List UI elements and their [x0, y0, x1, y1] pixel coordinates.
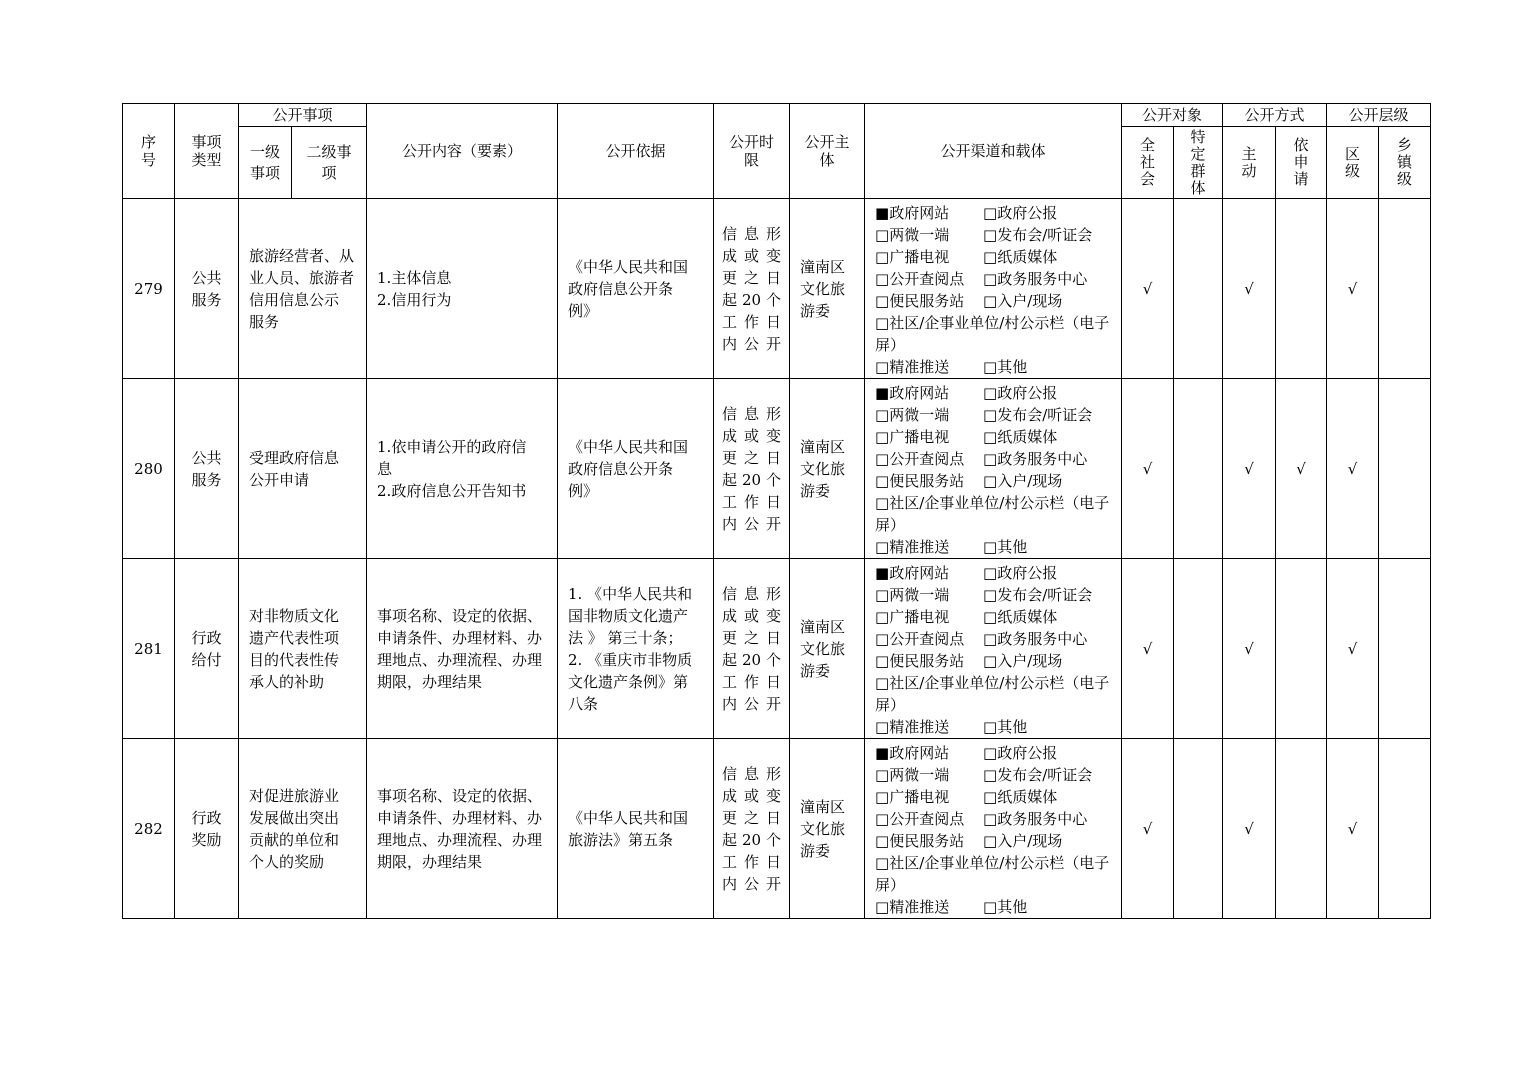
row-subject	[790, 199, 865, 379]
header-level-town: 乡 镇 级	[1379, 127, 1431, 199]
channel-row-5: □便民服务站 □入户/现场	[875, 292, 1063, 310]
table-row	[123, 559, 1431, 739]
time-line: 更之日	[722, 628, 782, 647]
row-level-district-tick: √	[1327, 379, 1379, 559]
item-line: 公开申请	[249, 470, 310, 489]
row-basis	[558, 739, 714, 919]
header-method-active: 主 动	[1223, 127, 1276, 199]
time-line: 更之日	[722, 268, 782, 287]
basis-line: 政府信息公开条	[568, 279, 674, 298]
content-line: 事项名称、设定的依据、	[377, 606, 543, 625]
subject-line: 潼南区	[800, 617, 846, 636]
header-channels: 公开渠道和载体	[865, 104, 1122, 199]
table-row	[123, 739, 1431, 919]
header-group-object: 公开对象	[1122, 104, 1223, 127]
channel-row-6: □社区/企事业单位/村公示栏（电子屏）	[875, 854, 1110, 894]
time-line: 成或变	[722, 606, 782, 625]
time-line: 成或变	[722, 246, 782, 265]
subject-line: 文化旅	[800, 279, 846, 298]
channel-row-5: □便民服务站 □入户/现场	[875, 472, 1063, 490]
time-line: 信息形	[722, 404, 782, 423]
time-line: 更之日	[722, 448, 782, 467]
channel-row-7: □精准推送 □其他	[875, 898, 1028, 916]
channel-row-3: □广播电视 □纸质媒体	[875, 248, 1058, 266]
disclosure-table	[122, 103, 1431, 919]
row-obj-all-tick: √	[1122, 199, 1174, 379]
channel-row-7: □精准推送 □其他	[875, 538, 1028, 556]
basis-line: 1. 《中华人民共和	[568, 584, 693, 603]
row-content	[367, 559, 558, 739]
channel-row-6: □社区/企事业单位/村公示栏（电子屏）	[875, 314, 1110, 354]
row-level-district-tick: √	[1327, 559, 1379, 739]
header-type: 事项 类型	[175, 104, 239, 199]
subject-line: 文化旅	[800, 639, 846, 658]
channel-row-4: □公开查阅点 □政务服务中心	[875, 810, 1088, 828]
channel-row-2: □两微一端 □发布会/听证会	[875, 586, 1093, 604]
channel-row-1: ■政府网站 □政府公报	[875, 564, 1058, 582]
item-line: 遗产代表性项	[249, 628, 340, 647]
disclosure-table-sheet	[122, 103, 1431, 919]
row-type	[175, 199, 239, 379]
subject-line: 潼南区	[800, 797, 846, 816]
time-line: 内公开	[722, 514, 782, 533]
subject-line: 潼南区	[800, 257, 846, 276]
item-line: 目的代表性传	[249, 650, 340, 669]
row-channels	[865, 199, 1122, 379]
subject-line: 文化旅	[800, 819, 846, 838]
subject-line: 潼南区	[800, 437, 846, 456]
row-method-active-tick: √	[1223, 199, 1276, 379]
type-line: 给付	[191, 650, 222, 669]
time-line: 更之日	[722, 808, 782, 827]
channel-row-4: □公开查阅点 □政务服务中心	[875, 630, 1088, 648]
row-level-town-tick	[1379, 379, 1431, 559]
row-subject	[790, 379, 865, 559]
basis-line: 例》	[568, 301, 599, 320]
type-line: 公共	[191, 268, 222, 287]
header-subject: 公开主 体	[790, 104, 865, 199]
time-line: 成或变	[722, 426, 782, 445]
row-method-apply-tick	[1276, 739, 1327, 919]
subject-line: 游委	[800, 661, 831, 680]
content-line: 理地点、办理流程、办理	[377, 830, 543, 849]
row-method-apply-tick: √	[1276, 379, 1327, 559]
time-line: 起20个	[722, 470, 782, 489]
row-obj-all-tick: √	[1122, 559, 1174, 739]
type-line: 服务	[191, 290, 222, 309]
item-line: 受理政府信息	[249, 448, 340, 467]
row-type	[175, 379, 239, 559]
row-number: 279	[123, 199, 175, 379]
time-line: 信息形	[722, 764, 782, 783]
header-content: 公开内容（要素）	[367, 104, 558, 199]
subject-line: 游委	[800, 481, 831, 500]
row-content	[367, 199, 558, 379]
row-level-district-tick: √	[1327, 199, 1379, 379]
row-level-town-tick	[1379, 199, 1431, 379]
content-line: 2.信用行为	[377, 290, 452, 309]
time-line: 成或变	[722, 786, 782, 805]
table-row	[123, 379, 1431, 559]
row-channels	[865, 559, 1122, 739]
basis-line: 《中华人民共和国	[568, 257, 689, 276]
channel-row-4: □公开查阅点 □政务服务中心	[875, 270, 1088, 288]
basis-line: 例》	[568, 481, 599, 500]
header-obj-specific: 特 定 群 体	[1174, 127, 1223, 199]
header-basis: 公开依据	[558, 104, 714, 199]
row-number: 281	[123, 559, 175, 739]
header-level2: 二级事 项	[292, 127, 367, 199]
time-line: 工作日	[722, 672, 782, 691]
row-time-limit	[714, 559, 790, 739]
row-type	[175, 739, 239, 919]
subject-line: 游委	[800, 301, 831, 320]
row-method-active-tick: √	[1223, 739, 1276, 919]
row-level-district-tick: √	[1327, 739, 1379, 919]
item-line: 业人员、旅游者	[249, 268, 355, 287]
type-line: 公共	[191, 448, 222, 467]
header-group-items: 公开事项	[239, 104, 367, 127]
row-time-limit	[714, 379, 790, 559]
content-line: 2.政府信息公开告知书	[377, 481, 527, 500]
row-method-apply-tick	[1276, 559, 1327, 739]
time-line: 信息形	[722, 584, 782, 603]
row-content	[367, 379, 558, 559]
row-time-limit	[714, 199, 790, 379]
channel-row-3: □广播电视 □纸质媒体	[875, 788, 1058, 806]
content-line: 理地点、办理流程、办理	[377, 650, 543, 669]
basis-line: 政府信息公开条	[568, 459, 674, 478]
basis-line: 文化遗产条例》第	[568, 672, 689, 691]
basis-line: 《中华人民共和国	[568, 437, 689, 456]
subject-line: 游委	[800, 841, 831, 860]
row-content	[367, 739, 558, 919]
row-subject	[790, 739, 865, 919]
item-line: 服务	[249, 312, 280, 331]
row-type	[175, 559, 239, 739]
basis-line: 2. 《重庆市非物质	[568, 650, 693, 669]
row-time-limit	[714, 739, 790, 919]
time-line: 内公开	[722, 874, 782, 893]
time-line: 内公开	[722, 694, 782, 713]
channel-row-2: □两微一端 □发布会/听证会	[875, 406, 1093, 424]
channel-row-6: □社区/企事业单位/村公示栏（电子屏）	[875, 674, 1110, 714]
type-line: 服务	[191, 470, 222, 489]
channel-row-2: □两微一端 □发布会/听证会	[875, 226, 1093, 244]
type-line: 行政	[191, 628, 222, 647]
item-line: 旅游经营者、从	[249, 246, 355, 265]
item-line: 承人的补助	[249, 672, 325, 691]
header-method-apply: 依 申 请	[1276, 127, 1327, 199]
basis-line: 八条	[568, 694, 599, 713]
type-line: 奖励	[191, 830, 222, 849]
row-obj-all-tick: √	[1122, 739, 1174, 919]
row-obj-all-tick: √	[1122, 379, 1174, 559]
row-method-active-tick: √	[1223, 559, 1276, 739]
item-line: 信用信息公示	[249, 290, 340, 309]
row-level-town-tick	[1379, 559, 1431, 739]
row-method-active-tick: √	[1223, 379, 1276, 559]
item-line: 发展做出突出	[249, 808, 340, 827]
content-line: 申请条件、办理材料、办	[377, 628, 543, 647]
type-line: 行政	[191, 808, 222, 827]
header-level1: 一级 事项	[239, 127, 292, 199]
row-obj-specific-tick	[1174, 739, 1223, 919]
content-line: 期限，办理结果	[377, 672, 483, 691]
time-line: 内公开	[722, 334, 782, 353]
header-row-top	[123, 104, 1431, 127]
subject-line: 文化旅	[800, 459, 846, 478]
row-obj-specific-tick	[1174, 199, 1223, 379]
row-basis	[558, 559, 714, 739]
row-item	[239, 379, 367, 559]
row-method-apply-tick	[1276, 199, 1327, 379]
time-line: 起20个	[722, 830, 782, 849]
basis-line: 国非物质文化遗产	[568, 606, 689, 625]
header-obj-all: 全 社 会	[1122, 127, 1174, 199]
channel-row-5: □便民服务站 □入户/现场	[875, 832, 1063, 850]
channel-row-1: ■政府网站 □政府公报	[875, 744, 1058, 762]
content-line: 申请条件、办理材料、办	[377, 808, 543, 827]
channel-row-1: ■政府网站 □政府公报	[875, 384, 1058, 402]
channel-row-5: □便民服务站 □入户/现场	[875, 652, 1063, 670]
header-group-method: 公开方式	[1223, 104, 1327, 127]
content-line: 1.主体信息	[377, 268, 452, 287]
basis-line: 《中华人民共和国	[568, 808, 689, 827]
channel-row-7: □精准推送 □其他	[875, 358, 1028, 376]
item-line: 对非物质文化	[249, 606, 340, 625]
row-channels	[865, 379, 1122, 559]
row-item	[239, 739, 367, 919]
item-line: 个人的奖励	[249, 852, 325, 871]
time-line: 工作日	[722, 492, 782, 511]
basis-line: 旅游法》第五条	[568, 830, 674, 849]
content-line: 期限，办理结果	[377, 852, 483, 871]
header-level-district: 区 级	[1327, 127, 1379, 199]
row-obj-specific-tick	[1174, 559, 1223, 739]
channel-row-2: □两微一端 □发布会/听证会	[875, 766, 1093, 784]
basis-line: 法 》 第三十条；	[568, 628, 683, 647]
content-line: 息	[377, 459, 393, 478]
table-row	[123, 199, 1431, 379]
time-line: 起20个	[722, 650, 782, 669]
time-line: 起20个	[722, 290, 782, 309]
row-number: 280	[123, 379, 175, 559]
row-channels	[865, 739, 1122, 919]
time-line: 工作日	[722, 312, 782, 331]
time-line: 信息形	[722, 224, 782, 243]
time-line: 工作日	[722, 852, 782, 871]
channel-row-3: □广播电视 □纸质媒体	[875, 428, 1058, 446]
row-basis	[558, 199, 714, 379]
channel-row-4: □公开查阅点 □政务服务中心	[875, 450, 1088, 468]
row-subject	[790, 559, 865, 739]
channel-row-6: □社区/企事业单位/村公示栏（电子屏）	[875, 494, 1110, 534]
row-item	[239, 559, 367, 739]
content-line: 1.依申请公开的政府信	[377, 437, 527, 456]
channel-row-1: ■政府网站 □政府公报	[875, 204, 1058, 222]
item-line: 对促进旅游业	[249, 786, 340, 805]
channel-row-7: □精准推送 □其他	[875, 718, 1028, 736]
row-item	[239, 199, 367, 379]
row-obj-specific-tick	[1174, 379, 1223, 559]
row-number: 282	[123, 739, 175, 919]
header-group-level: 公开层级	[1327, 104, 1431, 127]
header-time-limit: 公开时 限	[714, 104, 790, 199]
content-line: 事项名称、设定的依据、	[377, 786, 543, 805]
item-line: 贡献的单位和	[249, 830, 340, 849]
row-basis	[558, 379, 714, 559]
row-level-town-tick	[1379, 739, 1431, 919]
header-seq: 序 号	[123, 104, 175, 199]
channel-row-3: □广播电视 □纸质媒体	[875, 608, 1058, 626]
